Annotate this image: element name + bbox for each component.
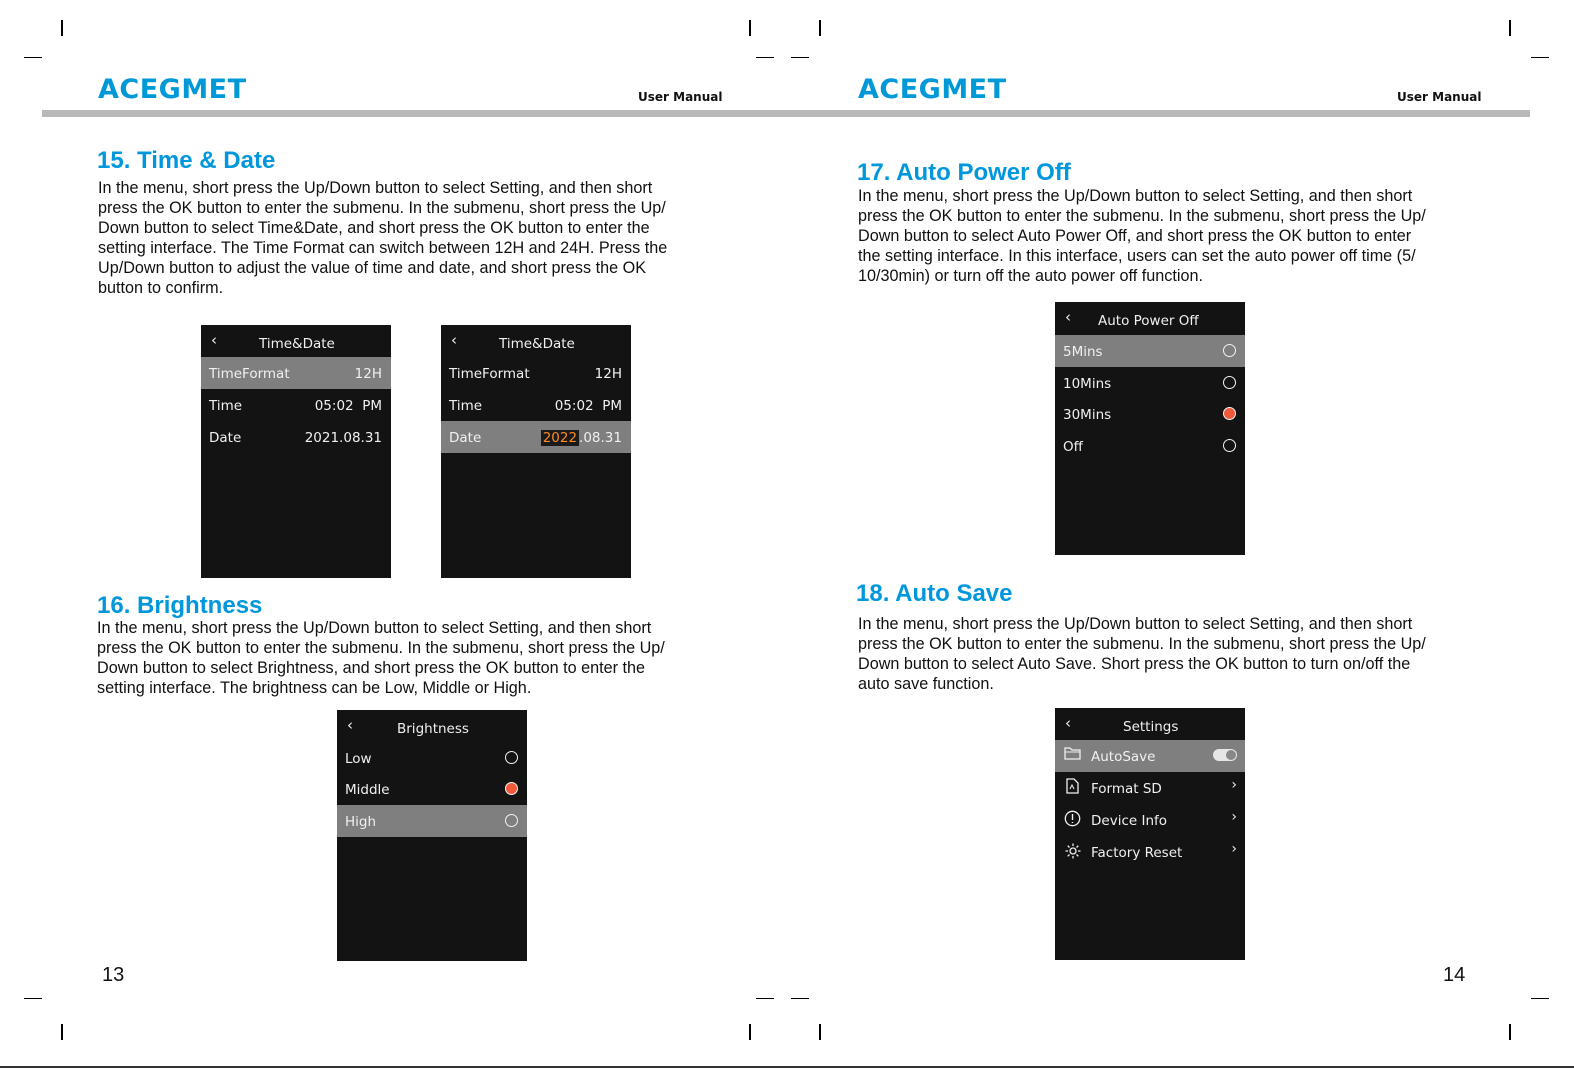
text-line: the setting interface. In this interface, users can set the auto power off time (5/	[858, 247, 1416, 265]
section-paragraph	[858, 614, 1498, 694]
row-value: 2021.08.31	[304, 430, 382, 446]
section-paragraph	[858, 186, 1498, 286]
screen-title: Brightness	[397, 721, 469, 737]
option-row-5mins[interactable]	[1055, 335, 1245, 367]
screen-header	[201, 325, 391, 357]
section-heading: 15. Time & Date	[97, 147, 276, 174]
text-line: Up/Down button to adjust the value of time and date, and short press the OK	[98, 259, 647, 277]
chevron-left-icon[interactable]: ‹	[451, 331, 457, 349]
header-divider	[42, 110, 762, 117]
row-label: Date	[449, 430, 482, 446]
info-icon	[1064, 810, 1081, 831]
text-line: In the menu, short press the Up/Down button to select Setting, and then short	[858, 187, 1413, 205]
text-line: button to confirm.	[98, 279, 224, 297]
crop-mark	[1509, 1024, 1511, 1040]
text-line: Down button to select Auto Save. Short press the OK button to turn on/off the	[858, 655, 1411, 673]
crop-mark	[61, 20, 63, 36]
text-line: Down button to select Time&Date, and short press the OK button to enter the	[98, 219, 650, 237]
crop-mark	[791, 998, 809, 999]
chevron-left-icon[interactable]: ‹	[347, 716, 353, 734]
crop-mark	[61, 1024, 63, 1040]
chevron-right-icon: ›	[1231, 809, 1237, 825]
crop-mark	[1531, 998, 1549, 999]
screen-title: Auto Power Off	[1098, 313, 1199, 329]
page-bottom-edge	[0, 1066, 1574, 1068]
row-label: Time	[449, 398, 483, 414]
page-number: 14	[1443, 964, 1466, 986]
sd-card-icon	[1064, 778, 1080, 798]
crop-mark	[756, 57, 774, 58]
radio-button[interactable]	[505, 814, 518, 827]
chevron-left-icon[interactable]: ‹	[1065, 714, 1071, 732]
screen-header	[441, 325, 631, 357]
header-user-manual: User Manual	[1397, 90, 1482, 104]
crop-mark	[819, 1024, 821, 1040]
text-line: setting interface. The Time Format can switch between 12H and 24H. Press the	[98, 239, 668, 257]
radio-button[interactable]	[1223, 439, 1236, 452]
folder-icon	[1064, 746, 1081, 764]
text-line: In the menu, short press the Up/Down button to select Setting, and then short	[858, 615, 1413, 633]
section-heading: 17. Auto Power Off	[857, 159, 1071, 186]
row-value	[541, 430, 622, 446]
autosave-toggle[interactable]	[1213, 749, 1237, 761]
header-divider	[762, 110, 1530, 117]
device-screen-brightness	[337, 710, 527, 961]
section-heading: 16. Brightness	[97, 592, 263, 619]
crop-mark	[819, 20, 821, 36]
screen-title: Time&Date	[259, 336, 335, 352]
menu-row-time[interactable]	[201, 389, 391, 421]
brand-logo: ACEGMET	[858, 74, 1007, 105]
row-value: 12H	[594, 366, 622, 382]
menu-row-time[interactable]	[441, 389, 631, 421]
text-line: setting interface. The brightness can be Low, Middle or High.	[97, 679, 532, 697]
screen-title: Time&Date	[499, 336, 575, 352]
row-value: 05:02 PM	[554, 398, 622, 414]
screen-header	[337, 710, 527, 742]
screen-title: Settings	[1123, 719, 1179, 735]
option-row-middle[interactable]	[337, 773, 527, 805]
crop-mark	[1531, 57, 1549, 58]
text-line: In the menu, short press the Up/Down button to select Setting, and then short	[98, 179, 653, 197]
radio-button-selected[interactable]	[1223, 407, 1236, 420]
device-screen-settings	[1055, 708, 1245, 960]
gear-icon	[1064, 842, 1082, 864]
page-number: 13	[102, 964, 125, 986]
device-screen-auto-power-off	[1055, 302, 1245, 555]
option-row-off[interactable]	[1055, 430, 1245, 462]
option-label: Middle	[345, 782, 390, 798]
option-row-low[interactable]	[337, 742, 527, 774]
text-line: auto save function.	[858, 675, 994, 693]
settings-item-label: Format SD	[1091, 781, 1162, 797]
text-line: 10/30min) or turn off the auto power off function.	[858, 267, 1203, 285]
option-row-10mins[interactable]	[1055, 367, 1245, 399]
row-label: Date	[209, 430, 242, 446]
option-row-30mins[interactable]	[1055, 398, 1245, 430]
settings-item-label: AutoSave	[1091, 749, 1156, 765]
brand-logo: ACEGMET	[98, 74, 247, 105]
menu-row-date[interactable]	[201, 421, 391, 453]
menu-row-date[interactable]	[441, 421, 631, 453]
settings-item-factory-reset[interactable]	[1055, 836, 1245, 868]
crop-mark	[24, 57, 42, 58]
text-line: In the menu, short press the Up/Down button to select Setting, and then short	[97, 619, 652, 637]
screen-header	[1055, 302, 1245, 334]
menu-row-timeformat[interactable]	[201, 357, 391, 389]
crop-mark	[749, 20, 751, 36]
crop-mark	[1509, 20, 1511, 36]
chevron-right-icon: ›	[1231, 841, 1237, 857]
option-label: 10Mins	[1063, 376, 1112, 392]
header-user-manual: User Manual	[638, 90, 723, 104]
option-label: 30Mins	[1063, 407, 1112, 423]
row-label: Time	[209, 398, 243, 414]
text-line: press the OK button to enter the submenu. In the submenu, short press the Up/	[858, 207, 1426, 225]
section-paragraph	[97, 618, 737, 698]
row-label: TimeFormat	[209, 366, 290, 382]
radio-button-selected[interactable]	[505, 782, 518, 795]
settings-item-label: Factory Reset	[1091, 845, 1183, 861]
date-rest: .08.31	[579, 430, 622, 446]
section-heading: 18. Auto Save	[856, 580, 1013, 607]
row-value: 05:02 PM	[314, 398, 382, 414]
chevron-left-icon[interactable]: ‹	[1065, 308, 1071, 326]
option-label: Off	[1063, 439, 1083, 455]
crop-mark	[24, 998, 42, 999]
option-label: High	[345, 814, 377, 830]
text-line: press the OK button to enter the submenu. In the submenu, short press the Up/	[97, 639, 665, 657]
device-screen-timedate	[201, 325, 391, 578]
chevron-left-icon[interactable]: ‹	[211, 331, 217, 349]
settings-item-device-info[interactable]	[1055, 804, 1245, 836]
crop-mark	[749, 1024, 751, 1040]
option-row-high[interactable]	[337, 805, 527, 837]
row-value: 12H	[354, 366, 382, 382]
text-line: press the OK button to enter the submenu. In the submenu, short press the Up/	[858, 635, 1426, 653]
radio-button[interactable]	[505, 751, 518, 764]
device-screen-timedate-edit	[441, 325, 631, 578]
radio-button[interactable]	[1223, 344, 1236, 357]
screen-header	[1055, 708, 1245, 740]
settings-item-label: Device Info	[1091, 813, 1168, 829]
text-line: Down button to select Brightness, and short press the OK button to enter the	[97, 659, 645, 677]
menu-row-timeformat[interactable]	[441, 357, 631, 389]
chevron-right-icon: ›	[1231, 777, 1237, 793]
option-label: Low	[345, 751, 372, 767]
option-label: 5Mins	[1063, 344, 1103, 360]
text-line: Down button to select Auto Power Off, and short press the OK button to enter	[858, 227, 1412, 245]
row-label: TimeFormat	[449, 366, 530, 382]
section-paragraph	[98, 178, 738, 298]
radio-button[interactable]	[1223, 376, 1236, 389]
settings-item-format-sd[interactable]	[1055, 772, 1245, 804]
crop-mark	[791, 57, 809, 58]
crop-mark	[756, 998, 774, 999]
text-line: press the OK button to enter the submenu. In the submenu, short press the Up/	[98, 199, 666, 217]
settings-item-autosave[interactable]	[1055, 740, 1245, 772]
year-edit-highlight[interactable]: 2022	[542, 430, 578, 446]
